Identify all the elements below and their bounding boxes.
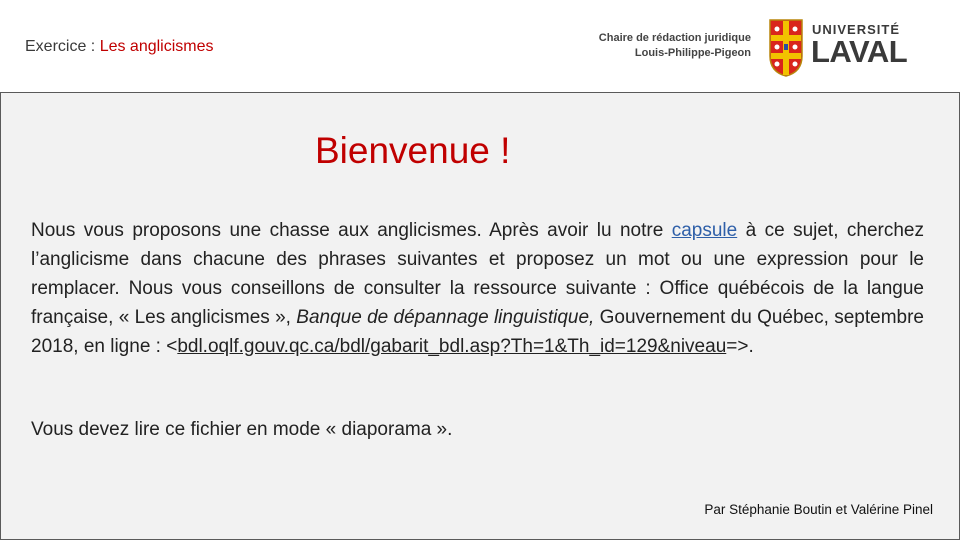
university-name: LAVAL <box>811 34 908 69</box>
exercise-topic: Les anglicismes <box>99 38 214 55</box>
exercise-prefix: Exercice : <box>25 38 100 55</box>
resource-title: Banque de dépannage linguistique, <box>296 307 595 328</box>
intro-text-1: Nous vous proposons une chasse aux anglicismes. Après avoir lu notre <box>31 220 672 241</box>
exercise-label <box>25 38 214 56</box>
page-title: Bienvenue ! <box>315 130 511 171</box>
chair-line-1: Chaire de rédaction juridique <box>598 32 751 44</box>
capsule-link[interactable]: capsule <box>671 220 738 241</box>
intro-text-2: à ce sujet, cherchez l’anglicisme dans chacune des phrases suivantes et proposez un mot ou une expression pour le remplacer. Nous vous conseillons de consulter la ressource suivante : Office québécois de la langue française, « Les anglicismes », <box>31 220 924 328</box>
slide-header <box>0 0 960 92</box>
authors-credit: Par Stéphanie Boutin et Valérine Pinel <box>704 502 933 517</box>
intro-text-4: =>. <box>726 336 754 357</box>
intro-text-3: Gouvernement du Québec, septembre 2018, en ligne : < <box>31 307 924 357</box>
slideshow-note: Vous devez lire ce fichier en mode « diaporama ». <box>31 419 453 440</box>
chair-line-2: Louis-Philippe-Pigeon <box>634 47 751 59</box>
university-shield-logo <box>768 18 804 78</box>
chair-name <box>565 31 751 61</box>
intro-paragraph <box>31 216 924 361</box>
university-small-label: UNIVERSITÉ <box>812 22 901 37</box>
resource-url-link[interactable]: bdl.oqlf.gouv.qc.ca/bdl/gabarit_bdl.asp?Th=1&Th_id=129&niveau <box>177 336 727 357</box>
